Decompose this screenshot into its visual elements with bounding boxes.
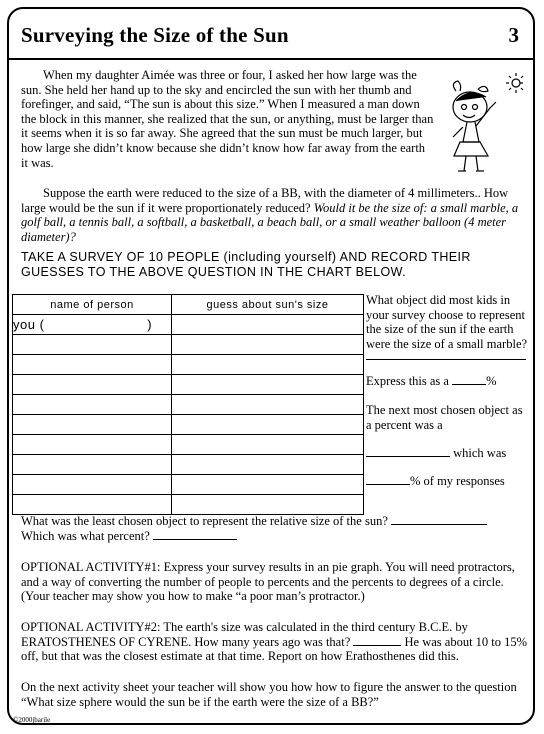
name-cell[interactable] — [13, 395, 172, 415]
column-header-name: name of person — [13, 295, 172, 315]
page-title: Surveying the Size of the Sun — [21, 23, 289, 47]
name-cell-you[interactable]: you ( ) — [13, 315, 172, 335]
responses-percent-blank[interactable] — [366, 484, 410, 485]
name-cell[interactable] — [13, 455, 172, 475]
responses-label: % of my responses — [410, 473, 505, 488]
guess-cell[interactable] — [172, 435, 364, 455]
page-number: 3 — [508, 23, 519, 47]
guess-cell[interactable] — [172, 375, 364, 395]
percent-sign: % — [486, 374, 497, 389]
optional-activity-2 — [21, 620, 531, 664]
responses-line — [366, 474, 528, 489]
table-row — [13, 455, 364, 475]
header-divider — [9, 58, 533, 60]
optional-activity-1: OPTIONAL ACTIVITY#1: Express your survey results in an pie graph. You will need protractors, and a way of converting the number of people to percents and the percents to degrees of a circle. (Your teacher may show you how to make “a poor man’s protractor.) — [21, 560, 515, 604]
copyright-footer: ©2000jbarile — [13, 716, 51, 724]
table-row — [13, 435, 364, 455]
guess-cell[interactable] — [172, 455, 364, 475]
least-chosen-question: What was the least chosen object to represent the relative size of the sun? — [21, 514, 388, 528]
guess-cell[interactable] — [172, 415, 364, 435]
years-ago-blank[interactable] — [353, 645, 401, 646]
which-percent-blank[interactable] — [153, 539, 237, 540]
table-row — [13, 395, 364, 415]
guess-cell[interactable] — [172, 395, 364, 415]
guess-cell[interactable] — [172, 475, 364, 495]
guess-cell[interactable] — [172, 495, 364, 515]
worksheet-page — [7, 7, 535, 725]
answer-line[interactable] — [366, 359, 526, 360]
name-cell[interactable] — [13, 435, 172, 455]
table-row — [13, 355, 364, 375]
intro-paragraph-1: When my daughter Aimée was three or four, I asked her how large was the sun. She held her hand up to the sky and encircled the sun with her thumb and forefinger, and said, “The sun is about this size.” When I measured a man down the block in this manner, she realized that the sun, or anything, must be larger than it seems when it is so far away. She agreed that the sun must be much larger, but how large she didn’t know because she didn’t know how far away from the earth it was. — [21, 68, 434, 170]
survey-analysis-panel — [366, 293, 528, 488]
survey-table — [12, 294, 364, 515]
name-cell[interactable] — [13, 415, 172, 435]
table-row — [13, 415, 364, 435]
most-chosen-question: What object did most kids in your survey choose to represent the size of the sun if the earth were the size of a small marble? — [366, 293, 528, 351]
table-row — [13, 335, 364, 355]
optional-activity-2-question: OPTIONAL ACTIVITY#2: The earth's size was calculated in the third century B.C.E. by ERATOSTHENES OF CYRENE. How many years ago was that? — [21, 620, 468, 649]
guess-cell[interactable] — [172, 335, 364, 355]
column-header-guess: guess about sun's size — [172, 295, 364, 315]
next-most-question: The next most chosen object as a percent was a — [366, 402, 523, 432]
which-percent-question: Which was what percent? — [21, 528, 150, 543]
optional-activity-2-text: He was about 10 to 15% off, but that was the closest estimate at that time. Report on how Erathosthenes did this. — [21, 634, 528, 664]
next-sheet-note: On the next activity sheet your teacher will show you how how to figure the answer to the question “What size sphere would the sun be if the earth were the size of a BB?” — [21, 680, 517, 709]
which-was-label: which was — [453, 446, 507, 461]
name-cell[interactable] — [13, 335, 172, 355]
intro-paragraph-2 — [21, 186, 525, 244]
girl-pointing-at-sun-illustration — [434, 71, 524, 179]
survey-table-header — [13, 295, 364, 315]
name-cell[interactable] — [13, 375, 172, 395]
table-row — [13, 315, 364, 335]
express-label: Express this as a — [366, 374, 449, 389]
size-options-text: Would it be the size of: a small marble, a golf ball, a tennis ball, a softball, a basketball, a beach ball, or a small weather balloon (4 meter diameter)? — [21, 200, 519, 244]
which-was-line — [366, 446, 528, 461]
guess-cell[interactable] — [172, 355, 364, 375]
express-percent-line — [366, 374, 528, 389]
name-cell[interactable] — [13, 495, 172, 515]
object-blank[interactable] — [366, 456, 450, 457]
guess-cell[interactable] — [172, 315, 364, 335]
least-chosen-blank[interactable] — [391, 524, 487, 525]
table-row — [13, 495, 364, 515]
name-cell[interactable] — [13, 355, 172, 375]
percent-blank[interactable] — [452, 384, 486, 385]
name-cell[interactable] — [13, 475, 172, 495]
survey-instruction: TAKE A SURVEY OF 10 PEOPLE (including yourself) AND RECORD THEIR GUESSES TO THE ABOVE QUESTION IN THE CHART BELOW. — [21, 250, 471, 279]
least-chosen-block — [21, 514, 531, 543]
table-row — [13, 375, 364, 395]
question-text: Suppose the earth were reduced to the size of a BB, with the diameter of 4 millimeters.. How large would be the sun if it were proportionately reduced? — [21, 186, 509, 215]
table-row — [13, 475, 364, 495]
